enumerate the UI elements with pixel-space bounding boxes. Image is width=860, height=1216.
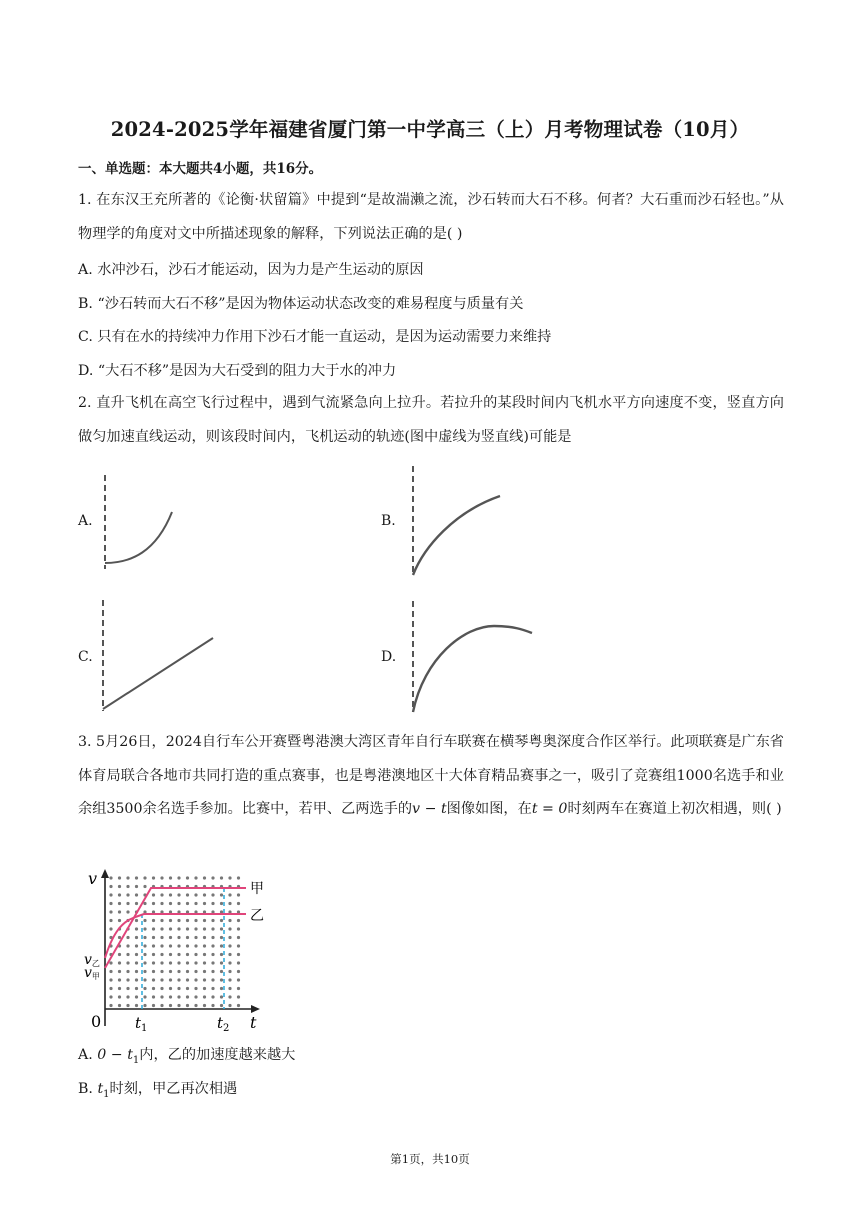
- grid-dot: [118, 978, 121, 981]
- v-jia-label: v甲: [84, 965, 100, 981]
- grid-dot: [220, 876, 223, 879]
- grid-dot: [186, 919, 189, 922]
- grid-dot: [177, 936, 180, 939]
- grid-dot: [211, 902, 214, 905]
- grid-dot: [237, 927, 240, 930]
- grid-dot: [237, 953, 240, 956]
- t2-label: $t_2$: [217, 1014, 230, 1034]
- grid-dot: [118, 893, 121, 896]
- grid-dot: [126, 970, 129, 973]
- grid-dot: [194, 1004, 197, 1007]
- grid-dot: [203, 970, 206, 973]
- grid-dot: [135, 919, 138, 922]
- grid-dot: [203, 902, 206, 905]
- grid-dot: [169, 987, 172, 990]
- grid-dot: [143, 876, 146, 879]
- grid-dot: [177, 961, 180, 964]
- grid-dot: [228, 987, 231, 990]
- question-3-vt-graph: [78, 866, 278, 1036]
- grid-dot: [109, 1004, 112, 1007]
- grid-dot: [220, 902, 223, 905]
- grid-dot: [160, 1004, 163, 1007]
- question-1-option-a: A. 水冲沙石，沙石才能运动，因为力是产生运动的原因: [78, 262, 424, 278]
- grid-dot: [160, 953, 163, 956]
- v-yi-label: v乙: [84, 952, 100, 968]
- question-2-stem: 2. 直升飞机在高空飞行过程中，遇到气流紧急向上拉升。若拉升的某段时间内飞机水平方向速度不变，竖直方向做匀加速直线运动，则该段时间内，飞机运动的轨迹(图中虚线为竖直线)可能是: [78, 395, 784, 445]
- grid-dot: [135, 936, 138, 939]
- grid-dot: [109, 987, 112, 990]
- grid-dot: [160, 978, 163, 981]
- grid-dot: [126, 944, 129, 947]
- grid-dot: [143, 970, 146, 973]
- grid-dot: [126, 995, 129, 998]
- question-3-stem: 3. 5月26日，2024自行车公开赛暨粤港澳大湾区青年自行车联赛在横琴粤奥深度合作区举行。此项联赛是广东省体育局联合各地市共同打造的重点赛事，也是粤港澳地区十大体育精品赛事之一，吸引了竞赛组1000名选手和业余组3500余名选手参加。比赛中，若甲、乙两选手的v − t图像如图，在t = 0时刻两车在赛道上初次相遇，则( ): [78, 734, 784, 817]
- grid-dot: [186, 893, 189, 896]
- grid-dot: [143, 987, 146, 990]
- grid-dot: [203, 961, 206, 964]
- grid-dot: [135, 970, 138, 973]
- grid-dot: [186, 970, 189, 973]
- grid-dot: [228, 902, 231, 905]
- grid-dot: [186, 953, 189, 956]
- grid-dot: [126, 987, 129, 990]
- grid-dot: [118, 876, 121, 879]
- grid-dot: [228, 995, 231, 998]
- grid-dot: [135, 876, 138, 879]
- grid-dot: [194, 987, 197, 990]
- grid-dot: [169, 961, 172, 964]
- question-2-option-c-label: C.: [78, 649, 93, 665]
- question-2-option-d-label: D.: [381, 649, 397, 665]
- grid-dot: [135, 987, 138, 990]
- grid-dot: [203, 919, 206, 922]
- grid-dot: [169, 936, 172, 939]
- question-2-figure-b: [404, 462, 514, 582]
- question-2-option-a-label: A.: [78, 513, 93, 529]
- grid-dot: [237, 893, 240, 896]
- grid-dot: [126, 961, 129, 964]
- grid-dot: [160, 944, 163, 947]
- grid-dot: [186, 876, 189, 879]
- trajectory-line: [103, 638, 213, 709]
- grid-dot: [203, 978, 206, 981]
- grid-dot: [237, 970, 240, 973]
- grid-dot: [160, 919, 163, 922]
- grid-dot: [211, 876, 214, 879]
- grid-dot: [211, 944, 214, 947]
- grid-dot: [211, 936, 214, 939]
- grid-dot: [152, 995, 155, 998]
- grid-dot: [186, 927, 189, 930]
- grid-dot: [211, 893, 214, 896]
- grid-dot: [143, 927, 146, 930]
- grid-dot: [203, 876, 206, 879]
- grid-dot: [118, 995, 121, 998]
- grid-dot: [109, 927, 112, 930]
- grid-dot: [228, 970, 231, 973]
- grid-dot: [118, 953, 121, 956]
- grid-dot: [135, 1004, 138, 1007]
- section-heading: 一、单选题：本大题共4小题，共16分。: [78, 161, 323, 177]
- grid-dot: [143, 961, 146, 964]
- question-1-stem: 1. 在东汉王充所著的《论衡·状留篇》中提到“是故湍濑之流，沙石转而大石不移。何者？大石重而沙石轻也。”从物理学的角度对文中所描述现象的解释，下列说法正确的是( ): [78, 192, 784, 242]
- grid-dot: [228, 936, 231, 939]
- grid-dot: [118, 919, 121, 922]
- grid-dot: [211, 953, 214, 956]
- grid-dot: [186, 902, 189, 905]
- grid-dot: [220, 995, 223, 998]
- grid-dot: [126, 1004, 129, 1007]
- question-1-option-b: B. “沙石转而大石不移”是因为物体运动状态改变的难易程度与质量有关: [78, 296, 524, 312]
- grid-dot: [186, 987, 189, 990]
- grid-dot: [143, 944, 146, 947]
- grid-dot: [126, 953, 129, 956]
- grid-dot: [211, 961, 214, 964]
- x-axis-label: t: [250, 1013, 257, 1032]
- grid-dot: [135, 953, 138, 956]
- grid-dot: [160, 995, 163, 998]
- grid-dot: [118, 885, 121, 888]
- legend-jia: 甲: [250, 881, 264, 897]
- grid-dot: [126, 876, 129, 879]
- grid-dot: [211, 970, 214, 973]
- grid-dot: [237, 1004, 240, 1007]
- grid-dot: [237, 936, 240, 939]
- grid-dot: [169, 970, 172, 973]
- grid-dot: [169, 902, 172, 905]
- grid-dot: [160, 961, 163, 964]
- t1-label: $t_1$: [135, 1014, 148, 1034]
- grid-dot: [177, 1004, 180, 1007]
- grid-dot: [160, 927, 163, 930]
- legend-yi: 乙: [250, 908, 264, 924]
- grid-dot: [211, 987, 214, 990]
- trajectory-curve: [413, 496, 500, 575]
- grid-dot: [160, 893, 163, 896]
- grid-dot: [118, 902, 121, 905]
- grid-dot: [211, 978, 214, 981]
- grid-dot: [211, 995, 214, 998]
- series-jia-line: [105, 888, 246, 968]
- question-2-option-b-label: B.: [381, 513, 396, 529]
- grid-dot: [169, 953, 172, 956]
- question-1-option-d: D. “大石不移”是因为大石受到的阻力大于水的冲力: [78, 363, 397, 379]
- grid-dot: [118, 1004, 121, 1007]
- question-2-figure-d: [404, 598, 539, 718]
- grid-dot: [126, 902, 129, 905]
- grid-dot: [143, 919, 146, 922]
- grid-dot: [152, 936, 155, 939]
- grid-dot: [237, 987, 240, 990]
- grid-dot: [152, 970, 155, 973]
- grid-dot: [228, 893, 231, 896]
- grid-dot: [177, 876, 180, 879]
- trajectory-curve: [413, 626, 532, 712]
- grid-dot: [228, 978, 231, 981]
- grid-dot: [220, 978, 223, 981]
- grid-dot: [135, 893, 138, 896]
- grid-dot: [203, 1004, 206, 1007]
- grid-dot: [118, 936, 121, 939]
- grid-dot: [169, 876, 172, 879]
- grid-dot: [152, 893, 155, 896]
- grid-dot: [220, 936, 223, 939]
- trajectory-curve: [105, 512, 172, 563]
- question-1-option-c: C. 只有在水的持续冲力作用下沙石才能一直运动，是因为运动需要力来维持: [78, 329, 552, 345]
- grid-dot: [194, 970, 197, 973]
- grid-dot: [177, 902, 180, 905]
- grid-dot: [143, 1004, 146, 1007]
- grid-dot: [203, 927, 206, 930]
- grid-dot: [203, 995, 206, 998]
- grid-dot: [220, 987, 223, 990]
- grid-dot: [220, 1004, 223, 1007]
- grid-dot: [177, 978, 180, 981]
- grid-dot: [186, 995, 189, 998]
- grid-dot: [211, 1004, 214, 1007]
- grid-dot: [177, 953, 180, 956]
- grid-dot: [211, 919, 214, 922]
- grid-dot: [118, 961, 121, 964]
- question-2-figure-c: [95, 597, 220, 715]
- grid-dot: [152, 953, 155, 956]
- grid-dot: [152, 961, 155, 964]
- grid-dot: [160, 970, 163, 973]
- grid-dot: [169, 919, 172, 922]
- grid-dot: [220, 961, 223, 964]
- grid-dot: [228, 927, 231, 930]
- grid-dot: [152, 919, 155, 922]
- grid-dot: [152, 987, 155, 990]
- question-2-figure-a: [96, 470, 186, 575]
- grid-dot: [118, 970, 121, 973]
- grid-dot: [220, 970, 223, 973]
- grid-dot: [160, 902, 163, 905]
- grid-dot: [109, 961, 112, 964]
- grid-dot: [237, 995, 240, 998]
- origin-label: 0: [91, 1012, 102, 1031]
- grid-dot: [152, 1004, 155, 1007]
- graph-dot-grid: [109, 876, 240, 1007]
- grid-dot: [177, 987, 180, 990]
- grid-dot: [237, 902, 240, 905]
- grid-dot: [194, 876, 197, 879]
- grid-dot: [177, 970, 180, 973]
- grid-dot: [228, 944, 231, 947]
- grid-dot: [152, 927, 155, 930]
- grid-dot: [109, 876, 112, 879]
- grid-dot: [220, 919, 223, 922]
- grid-dot: [126, 893, 129, 896]
- grid-dot: [160, 936, 163, 939]
- grid-dot: [109, 970, 112, 973]
- grid-dot: [177, 995, 180, 998]
- y-axis-label: v: [88, 869, 98, 888]
- grid-dot: [143, 978, 146, 981]
- grid-dot: [203, 944, 206, 947]
- grid-dot: [109, 995, 112, 998]
- x-axis-arrow: [251, 1005, 260, 1013]
- grid-dot: [135, 902, 138, 905]
- grid-dot: [160, 987, 163, 990]
- page-footer: 第1页，共10页: [390, 1152, 470, 1166]
- grid-dot: [177, 927, 180, 930]
- grid-dot: [135, 885, 138, 888]
- grid-dot: [109, 919, 112, 922]
- grid-dot: [177, 919, 180, 922]
- grid-dot: [143, 953, 146, 956]
- grid-dot: [109, 902, 112, 905]
- grid-dot: [177, 944, 180, 947]
- grid-dot: [186, 944, 189, 947]
- grid-dot: [126, 936, 129, 939]
- grid-dot: [152, 876, 155, 879]
- grid-dot: [194, 936, 197, 939]
- page-title: 2024-2025学年福建省厦门第一中学高三（上）月考物理试卷（10月）: [110, 118, 750, 141]
- grid-dot: [169, 995, 172, 998]
- grid-dot: [203, 936, 206, 939]
- grid-dot: [220, 927, 223, 930]
- grid-dot: [135, 995, 138, 998]
- grid-dot: [194, 919, 197, 922]
- grid-dot: [135, 944, 138, 947]
- grid-dot: [194, 978, 197, 981]
- grid-dot: [211, 927, 214, 930]
- grid-dot: [237, 978, 240, 981]
- grid-dot: [186, 978, 189, 981]
- grid-dot: [109, 885, 112, 888]
- grid-dot: [109, 910, 112, 913]
- math-t-zero: t = 0: [531, 801, 568, 817]
- grid-dot: [135, 961, 138, 964]
- grid-dot: [126, 910, 129, 913]
- grid-dot: [237, 961, 240, 964]
- grid-dot: [194, 953, 197, 956]
- grid-dot: [169, 927, 172, 930]
- grid-dot: [237, 944, 240, 947]
- y-axis-arrow: [101, 869, 109, 878]
- grid-dot: [194, 944, 197, 947]
- grid-dot: [169, 944, 172, 947]
- grid-dot: [143, 885, 146, 888]
- grid-dot: [143, 995, 146, 998]
- grid-dot: [118, 910, 121, 913]
- grid-dot: [194, 961, 197, 964]
- grid-dot: [194, 995, 197, 998]
- grid-dot: [220, 893, 223, 896]
- grid-dot: [177, 893, 180, 896]
- grid-dot: [126, 978, 129, 981]
- grid-dot: [126, 885, 129, 888]
- grid-dot: [228, 961, 231, 964]
- grid-dot: [169, 978, 172, 981]
- grid-dot: [109, 893, 112, 896]
- grid-dot: [203, 987, 206, 990]
- grid-dot: [228, 876, 231, 879]
- grid-dot: [220, 944, 223, 947]
- grid-dot: [109, 978, 112, 981]
- grid-dot: [186, 936, 189, 939]
- grid-dot: [152, 902, 155, 905]
- math-v-t: v − t: [412, 801, 447, 817]
- grid-dot: [203, 893, 206, 896]
- grid-dot: [237, 919, 240, 922]
- grid-dot: [160, 876, 163, 879]
- grid-dot: [228, 953, 231, 956]
- grid-dot: [194, 902, 197, 905]
- grid-dot: [186, 961, 189, 964]
- grid-dot: [220, 953, 223, 956]
- grid-dot: [152, 944, 155, 947]
- grid-dot: [143, 936, 146, 939]
- grid-dot: [203, 953, 206, 956]
- grid-dot: [152, 978, 155, 981]
- grid-dot: [194, 893, 197, 896]
- grid-dot: [194, 927, 197, 930]
- grid-dot: [169, 1004, 172, 1007]
- grid-dot: [237, 876, 240, 879]
- question-3-option-b: B. $t_1$时刻，甲乙再次相遇: [78, 1081, 238, 1100]
- question-3-option-a: A. $0 - t_1$内，乙的加速度越来越大: [78, 1047, 296, 1066]
- grid-dot: [118, 987, 121, 990]
- grid-dot: [169, 893, 172, 896]
- grid-dot: [186, 1004, 189, 1007]
- series-yi-curve: [105, 914, 246, 958]
- grid-dot: [135, 927, 138, 930]
- grid-dot: [228, 919, 231, 922]
- grid-dot: [135, 978, 138, 981]
- grid-dot: [228, 1004, 231, 1007]
